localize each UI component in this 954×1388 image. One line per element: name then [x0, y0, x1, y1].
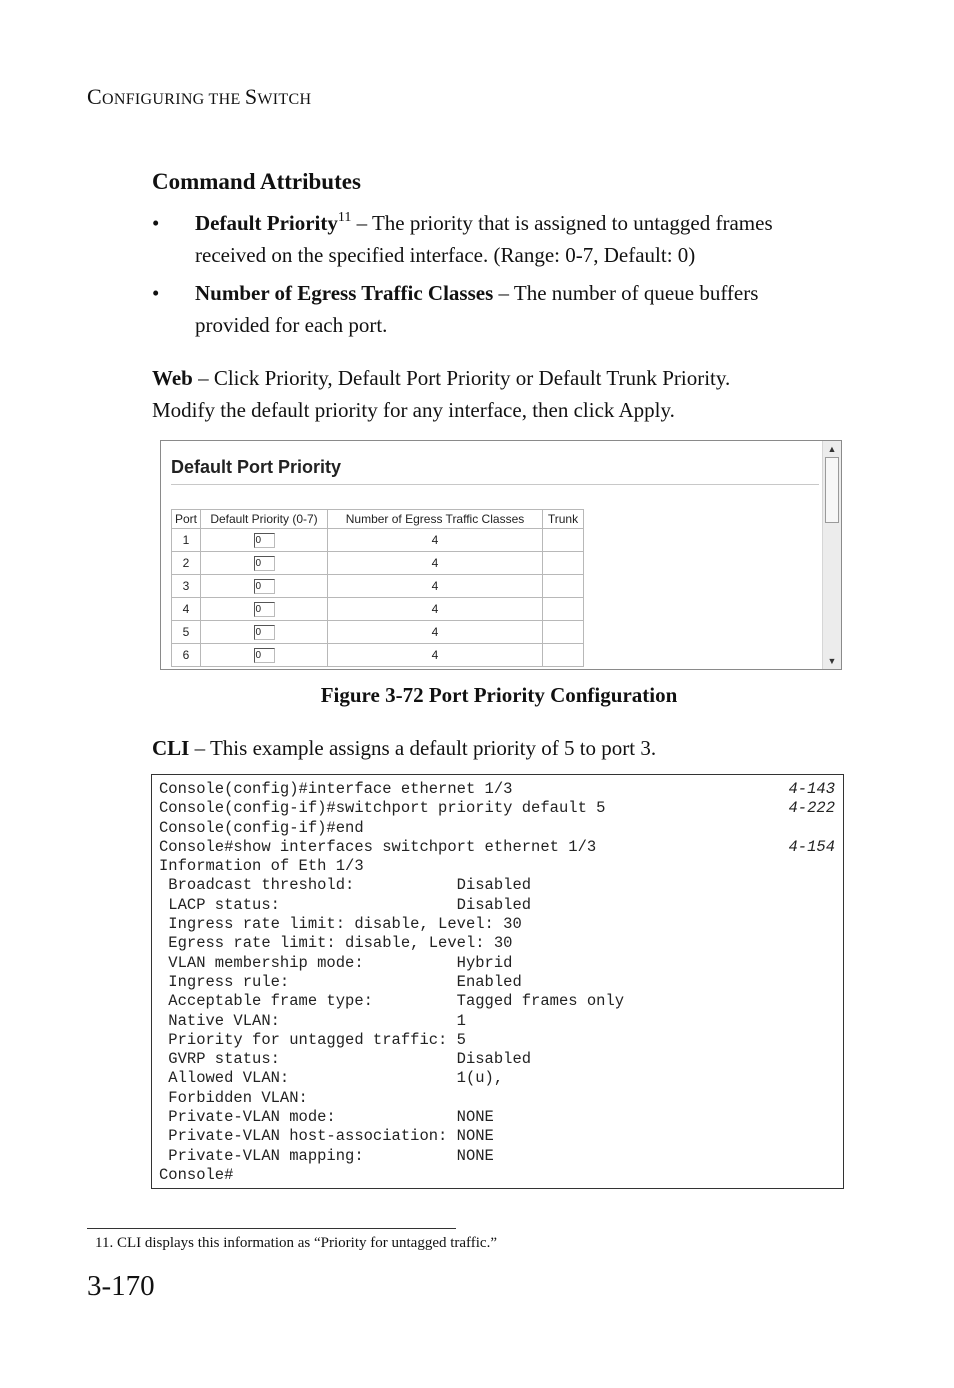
- cli-line: [159, 915, 839, 934]
- header-default-priority: Default Priority (0-7): [201, 510, 328, 529]
- cli-line: [159, 934, 839, 953]
- scroll-up-icon[interactable]: ▲: [827, 444, 837, 454]
- table-row: [172, 621, 584, 644]
- egress-cell: 4: [328, 644, 543, 667]
- port-cell: 5: [172, 621, 201, 644]
- running-head-text-2: WITCH: [257, 91, 312, 108]
- bullet-egress-classes: [195, 277, 845, 341]
- footnote-divider: [87, 1228, 456, 1229]
- cli-line: [159, 857, 839, 876]
- port-cell: 4: [172, 598, 201, 621]
- port-priority-table: [171, 509, 584, 667]
- running-head-cap-1: C: [87, 84, 102, 109]
- priority-cell: [201, 621, 328, 644]
- web-text-line-2: Modify the default priority for any interface, then click Apply.: [152, 398, 675, 422]
- cli-line: [159, 992, 839, 1011]
- port-cell: 1: [172, 529, 201, 552]
- bullet-marker-2: •: [152, 281, 160, 305]
- cli-command-text: Ingress rate limit: disable, Level: 30: [159, 915, 522, 934]
- web-text-line-1: – Click Priority, Default Port Priority or Default Trunk Priority.: [192, 366, 731, 390]
- cli-command-text: Information of Eth 1/3: [159, 857, 364, 876]
- page-number: 3-170: [87, 1270, 155, 1302]
- cli-command-text: Private-VLAN mapping: NONE: [159, 1146, 494, 1165]
- cli-line: [159, 838, 839, 857]
- cli-line: [159, 954, 839, 973]
- running-head-cap-2: S: [244, 84, 258, 109]
- cli-line: [159, 1108, 839, 1127]
- table-row: [172, 598, 584, 621]
- figure-title-divider: [171, 484, 819, 485]
- footnote-ref: 11: [337, 210, 352, 225]
- trunk-cell: [543, 598, 584, 621]
- running-head: [87, 84, 311, 110]
- header-egress-classes: Number of Egress Traffic Classes: [328, 510, 543, 529]
- cli-line: [159, 1147, 839, 1166]
- trunk-cell: [543, 644, 584, 667]
- header-trunk: Trunk: [543, 510, 584, 529]
- port-priority-screenshot: [160, 440, 842, 670]
- trunk-cell: [543, 529, 584, 552]
- cli-line: [159, 876, 839, 895]
- cli-line: [159, 1050, 839, 1069]
- cli-command-text: VLAN membership mode: Hybrid: [159, 953, 513, 972]
- cli-command-text: GVRP status: Disabled: [159, 1050, 532, 1069]
- egress-cell: 4: [328, 575, 543, 598]
- web-paragraph: [152, 362, 852, 426]
- port-cell: 2: [172, 552, 201, 575]
- cli-command-text: LACP status: Disabled: [159, 895, 532, 914]
- trunk-cell: [543, 575, 584, 598]
- cli-command-text: Priority for untagged traffic: 5: [159, 1030, 466, 1049]
- cli-example-box: [151, 774, 844, 1189]
- figure-caption: Figure 3-72 Port Priority Configuration: [320, 683, 678, 707]
- cli-page-reference: 4-143: [788, 780, 835, 798]
- cli-command-text: Allowed VLAN: 1(u),: [159, 1069, 504, 1088]
- cli-line: [159, 1031, 839, 1050]
- cli-command-text: Ingress rule: Enabled: [159, 972, 522, 991]
- vertical-scrollbar[interactable]: [822, 441, 841, 669]
- bullet-marker-1: •: [152, 211, 160, 235]
- priority-cell: [201, 644, 328, 667]
- port-cell: 3: [172, 575, 201, 598]
- cli-term: CLI: [152, 736, 190, 760]
- priority-input[interactable]: 0: [254, 579, 275, 594]
- priority-cell: [201, 575, 328, 598]
- cli-line: [159, 819, 839, 838]
- cli-line: [159, 1012, 839, 1031]
- cli-command-text: Private-VLAN host-association: NONE: [159, 1127, 494, 1146]
- table-header-row: [172, 510, 584, 529]
- priority-cell: [201, 598, 328, 621]
- priority-input[interactable]: 0: [254, 602, 275, 617]
- cli-command-text: Console(config-if)#switchport priority default 5: [159, 799, 606, 818]
- cli-command-text: Console(config)#interface ethernet 1/3: [159, 780, 513, 798]
- cli-line: [159, 780, 839, 799]
- cli-line: [159, 896, 839, 915]
- web-term: Web: [152, 366, 193, 390]
- cli-command-text: Acceptable frame type: Tagged frames only: [159, 992, 625, 1011]
- cli-lines: [159, 780, 839, 1185]
- priority-cell: [201, 552, 328, 575]
- cli-paragraph: [152, 732, 852, 764]
- bullet-text-line-1: – The number of queue buffers: [493, 281, 759, 305]
- bullet-text-line-2: provided for each port.: [195, 313, 388, 337]
- cli-command-text: Console#show interfaces switchport ethernet 1/3: [159, 837, 597, 856]
- priority-input[interactable]: 0: [254, 648, 275, 663]
- cli-command-text: Broadcast threshold: Disabled: [159, 876, 532, 895]
- bullet-text-line-1: – The priority that is assigned to untagged frames: [351, 211, 773, 235]
- priority-input[interactable]: 0: [254, 533, 275, 548]
- cli-text: – This example assigns a default priority of 5 to port 3.: [189, 736, 657, 760]
- scroll-down-icon[interactable]: ▼: [827, 656, 837, 666]
- cli-command-text: Console#: [159, 1165, 234, 1184]
- egress-cell: 4: [328, 621, 543, 644]
- cli-page-reference: 4-154: [788, 837, 835, 856]
- trunk-cell: [543, 552, 584, 575]
- table-row: [172, 552, 584, 575]
- trunk-cell: [543, 621, 584, 644]
- priority-cell: [201, 529, 328, 552]
- priority-input[interactable]: 0: [254, 556, 275, 571]
- table-row: [172, 575, 584, 598]
- footnote: 11. CLI displays this information as “Priority for untagged traffic.”: [95, 1235, 497, 1251]
- bullet-text-line-2: received on the specified interface. (Range: 0-7, Default: 0): [195, 243, 696, 267]
- table-row: [172, 644, 584, 667]
- cli-command-text: Forbidden VLAN:: [159, 1088, 308, 1107]
- bullet-default-priority: [195, 207, 845, 271]
- cli-line: [159, 1069, 839, 1088]
- cli-command-text: Egress rate limit: disable, Level: 30: [159, 934, 513, 953]
- cli-line: [159, 1127, 839, 1146]
- header-port: Port: [172, 510, 201, 529]
- running-head-text-1: ONFIGURING THE: [101, 91, 245, 108]
- cli-line: [159, 1166, 839, 1185]
- section-title: Command Attributes: [152, 169, 361, 194]
- table-row: [172, 529, 584, 552]
- cli-line: [159, 1089, 839, 1108]
- figure-page-title: Default Port Priority: [171, 457, 342, 477]
- scroll-thumb[interactable]: [825, 457, 839, 523]
- egress-cell: 4: [328, 598, 543, 621]
- bullet-term: Number of Egress Traffic Classes: [195, 281, 494, 305]
- egress-cell: 4: [328, 552, 543, 575]
- bullet-term: Default Priority: [195, 211, 338, 235]
- port-cell: 6: [172, 644, 201, 667]
- cli-line: [159, 799, 839, 818]
- cli-command-text: Native VLAN: 1: [159, 1011, 466, 1030]
- priority-input[interactable]: 0: [254, 625, 275, 640]
- cli-line: [159, 973, 839, 992]
- cli-command-text: Console(config-if)#end: [159, 818, 364, 837]
- cli-page-reference: 4-222: [788, 799, 835, 818]
- egress-cell: 4: [328, 529, 543, 552]
- cli-command-text: Private-VLAN mode: NONE: [159, 1108, 494, 1127]
